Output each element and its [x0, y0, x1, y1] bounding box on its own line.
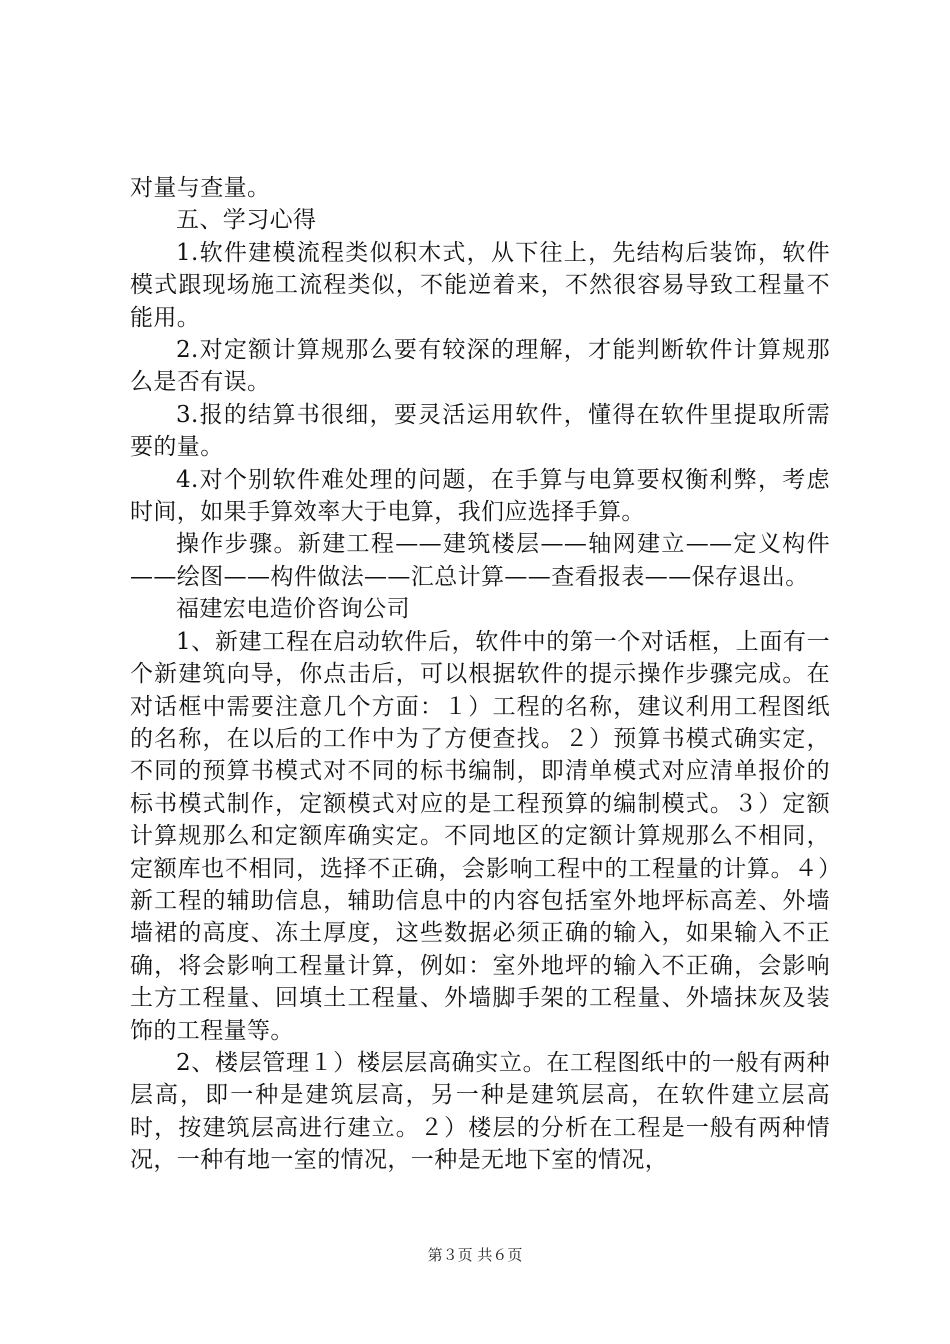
paragraph-floor-management: 2、楼层管理１）楼层层高确实立。在工程图纸中的一般有两种层高，即一种是建筑层高，另一种是建筑层高，在软件建立层高时，按建筑层高进行建立。２）楼层的分析在工程是一般有两种情况，一种有地一室的情况，一种是无地下室的情况， — [130, 1049, 830, 1174]
paragraph-point-2: 2.对定额计算规那么要有较深的理解，才能判断软件计算规那么是否有误。 — [130, 337, 830, 396]
paragraph-continuation: 对量与查量。 — [130, 175, 271, 201]
paragraph-point-3: 3.报的结算书很细，要灵活运用软件，懂得在软件里提取所需要的量。 — [130, 401, 830, 461]
paragraph-point-4: 4.对个别软件难处理的问题，在手算与电算要权衡利弊，考虑时间，如果手算效率大于电算，我们应选择手算。 — [130, 466, 830, 526]
document-body — [130, 172, 830, 1177]
paragraph-new-project: 1、新建工程在启动软件后，软件中的第一个对话框，上面有一个新建筑向导，你点击后，可以根据软件的提示操作步骤完成。在对话框中需要注意几个方面：１）工程的名称，建议利用工程图纸的名称，在以后的工作中为了方便查找。２）预算书模式确实定，不同的预算书模式对不同的标书编制，即清单模式对应清单报价的标书模式制作，定额模式对应的是工程预算的编制模式。３）定额计算规那么和定额库确实定。不同地区的定额计算规那么不相同，定额库也不相同，选择不正确，会影响工程中的工程量的计算。４）新工程的辅助信息，辅助信息中的内容包括室外地坪标高差、外墙墙裙的高度、冻土厚度，这些数据必须正确的输入，如果输入不正确，将会影响工程量计算，例如：室外地坪的输入不正确，会影响土方工程量、回填土工程量、外墙脚手架的工程量、外墙抹灰及装饰的工程量等。 — [130, 628, 830, 1044]
section-heading: 五、学习心得 — [176, 207, 317, 234]
page-footer: 第３页 共６页 — [427, 1246, 523, 1264]
paragraph-point-1: 1.软件建模流程类似积木式，从下往上，先结构后装饰，软件模式跟现场施工流程类似，不能逆着来，不然很容易导致工程量不能用。 — [130, 239, 830, 331]
paragraph-steps: 操作步骤。新建工程——建筑楼层——轴网建立——定义构件——绘图——构件做法——汇总计算——查看报表——保存退出。 — [130, 531, 830, 590]
company-name: 福建宏电造价咨询公司 — [176, 596, 410, 623]
